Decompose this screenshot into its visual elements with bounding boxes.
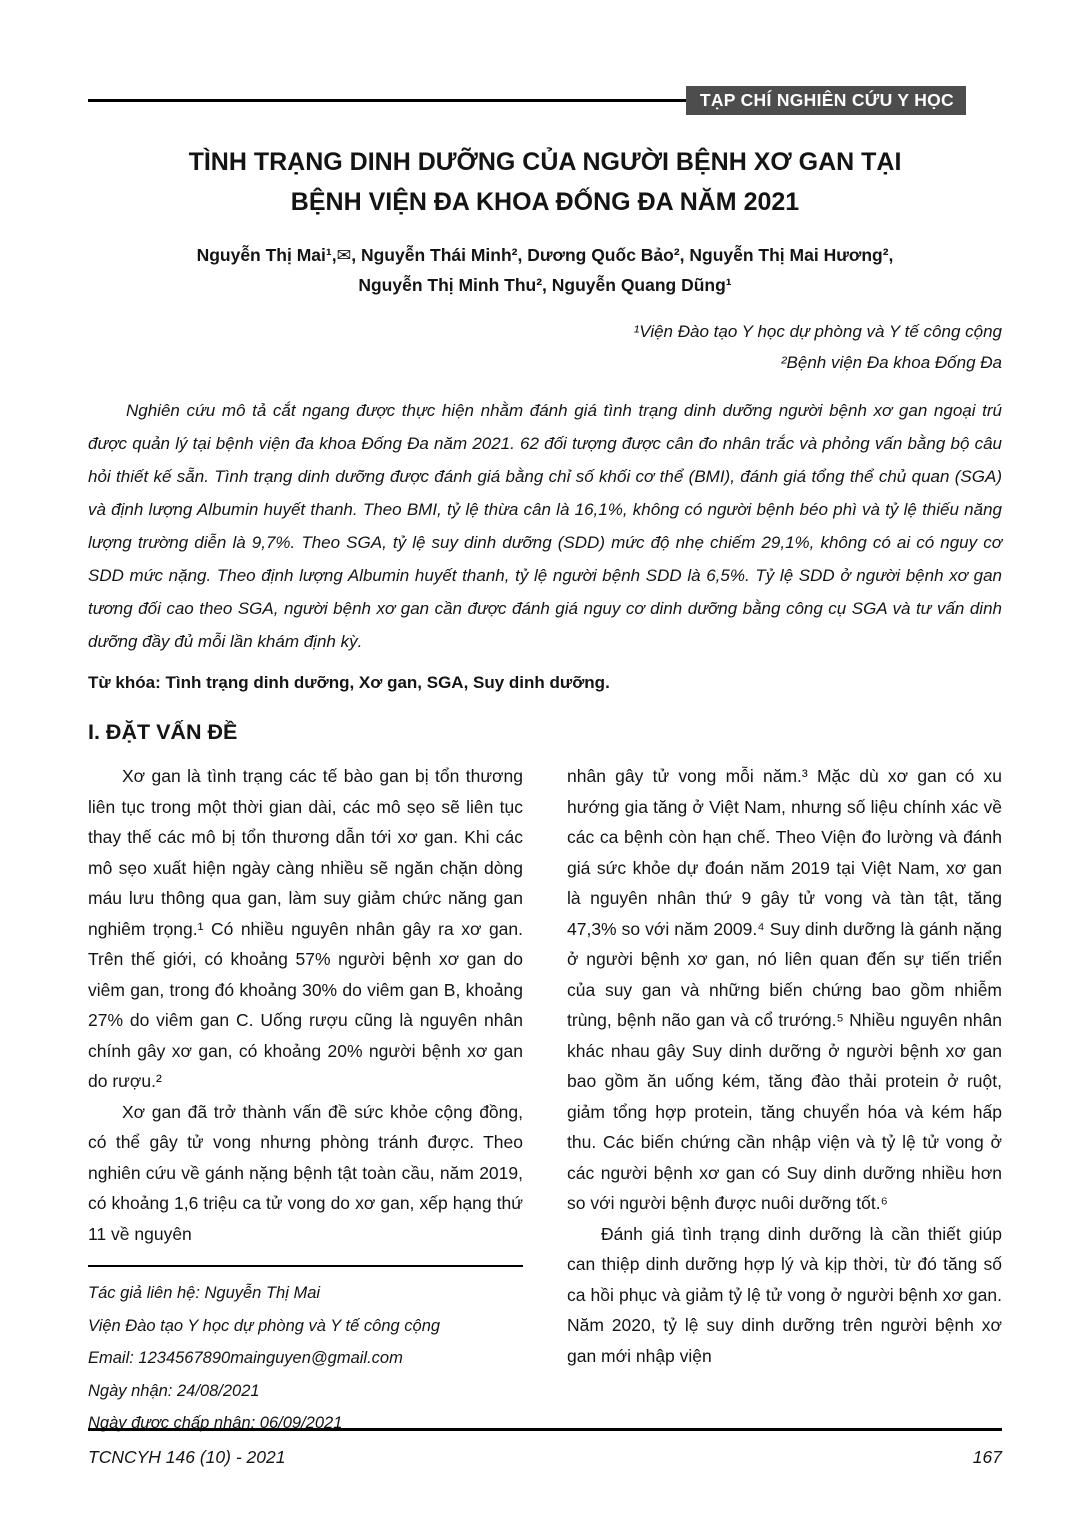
affiliation-1: ¹Viện Đào tạo Y học dự phòng và Y tế công cộng bbox=[633, 322, 1002, 341]
contact-received-date: Ngày nhận: 24/08/2021 bbox=[88, 1381, 260, 1400]
footer-journal-ref: TCNCYH 146 (10) - 2021 bbox=[88, 1447, 286, 1467]
keywords-text: Tình trạng dinh dưỡng, Xơ gan, SGA, Suy dinh dưỡng. bbox=[165, 673, 610, 692]
affiliation-2: ²Bệnh viện Đa khoa Đống Đa bbox=[780, 353, 1002, 372]
paragraph: nhân gây tử vong mỗi năm.³ Mặc dù xơ gan có xu hướng gia tăng ở Việt Nam, nhưng số liệu chính xác về các ca bệnh còn hạn chế. Theo Viện đo lường và đánh giá sức khỏe dự đoán năm 2019 tại Việt Nam, xơ gan là nguyên nhân thứ 9 gây tử vong và tàn tật, tăng 47,3% so với năm 2009.⁴ Suy dinh dưỡng là gánh nặng ở người bệnh xơ gan, nó liên quan đến sự tiến triển của suy gan và những biến chứng bao gồm nhiễm trùng, bệnh não gan và cổ trướng.⁵ Nhiều nguyên nhân khác nhau gây Suy dinh dưỡng ở người bệnh xơ gan bao gồm ăn uống kém, tăng đào thải protein ở ruột, giảm tổng hợp protein, tăng chuyển hóa và kém hấp thu. Các biến chứng cần nhập viện và tỷ lệ tử vong ở các người bệnh xơ gan có Suy dinh dưỡng nhiều hơn so với người bệnh được nuôi dưỡng tốt.⁶ bbox=[567, 766, 1002, 1213]
paragraph: Xơ gan đã trở thành vấn đề sức khỏe cộng đồng, có thể gây tử vong nhưng phòng tránh được. Theo nghiên cứu về gánh nặng bệnh tật toàn cầu, năm 2019, có khoảng 1,6 triệu ca tử vong do xơ gan, xếp hạng thứ 11 về nguyên bbox=[88, 1101, 523, 1244]
keywords-label: Từ khóa: bbox=[88, 673, 161, 692]
body-columns bbox=[88, 761, 1002, 1440]
paragraph: Xơ gan là tình trạng các tế bào gan bị tổn thương liên tục trong một thời gian dài, các mô sẹo sẽ liên tục thay thế các mô bị tổn thương dẫn tới xơ gan. Khi các mô sẹo xuất hiện ngày càng nhiều sẽ ngăn chặn dòng máu lưu thông qua gan, làm suy giảm chức năng gan nghiêm trọng.¹ Có nhiều nguyên nhân gây ra xơ gan. Trên thế giới, có khoảng 57% người bệnh xơ gan do viêm gan, trong đó khoảng 30% do viêm gan B, khoảng 27% do viêm gan C. Uống rượu cũng là nguyên nhân chính gây xơ gan, có khoảng 20% người bệnh xơ gan do rượu.² bbox=[88, 766, 523, 1091]
page-title bbox=[88, 142, 1002, 222]
keywords bbox=[88, 668, 1002, 698]
contact-email: Email: 1234567890mainguyen@gmail.com bbox=[88, 1349, 403, 1367]
contact-accepted-date: Ngày được chấp nhận: 06/09/2021 bbox=[88, 1414, 343, 1432]
journal-banner: TẠP CHÍ NGHIÊN CỨU Y HỌC bbox=[686, 86, 966, 115]
contact-corresponding-author: Tác giả liên hệ: Nguyễn Thị Mai bbox=[88, 1284, 321, 1302]
contact-institution: Viện Đào tạo Y học dự phòng và Y tế công cộng bbox=[88, 1316, 441, 1335]
contact-info bbox=[88, 1265, 523, 1440]
paragraph: Đánh giá tình trạng dinh dưỡng là cần thiết giúp can thiệp dinh dưỡng hợp lý và kịp thời, từ đó tăng số ca hồi phục và giảm tỷ lệ tử vong ở người bệnh xơ gan. Năm 2020, tỷ lệ suy dinh dưỡng trên người bệnh xơ gan mới nhập viện bbox=[567, 1223, 1002, 1366]
title-line-1: TÌNH TRẠNG DINH DƯỠNG CỦA NGƯỜI BỆNH XƠ GAN TẠI bbox=[188, 148, 902, 176]
section-heading: I. ĐẶT VẤN ĐỀ bbox=[88, 720, 238, 744]
authors bbox=[88, 240, 1002, 300]
affiliations bbox=[88, 316, 1002, 378]
header bbox=[88, 86, 1002, 116]
footer-page-number: 167 bbox=[972, 1447, 1002, 1467]
title-line-2: BỆNH VIỆN ĐA KHOA ĐỐNG ĐA NĂM 2021 bbox=[290, 188, 800, 216]
body-right-column bbox=[567, 761, 1002, 1440]
authors-line-2: Nguyễn Thị Minh Thu², Nguyễn Quang Dũng¹ bbox=[358, 275, 732, 295]
abstract: Nghiên cứu mô tả cắt ngang được thực hiện nhằm đánh giá tình trạng dinh dưỡng người bệnh xơ gan ngoại trú được quản lý tại bệnh viện đa khoa Đống Đa năm 2021. 62 đối tượng được cân đo nhân trắc và phỏng vấn bằng bộ câu hỏi thiết kế sẵn. Tình trạng dinh dưỡng được đánh giá bằng chỉ số khối cơ thể (BMI), đánh giá tổng thể chủ quan (SGA) và định lượng Albumin huyết thanh. Theo BMI, tỷ lệ thừa cân là 16,1%, không có người bệnh béo phì và tỷ lệ thiếu năng lượng trường diễn là 9,7%. Theo SGA, tỷ lệ suy dinh dưỡng (SDD) mức độ nhẹ chiếm 29,1%, không có ai có nguy cơ SDD mức nặng. Theo định lượng Albumin huyết thanh, tỷ lệ người bệnh SDD là 6,5%. Tỷ lệ SDD ở người bệnh xơ gan tương đối cao theo SGA, người bệnh xơ gan cần được đánh giá nguy cơ dinh dưỡng bằng công cụ SGA và tư vấn dinh dưỡng đầy đủ mỗi lần khám định kỳ. bbox=[88, 401, 1002, 651]
footer bbox=[88, 1428, 1002, 1468]
body-left-column bbox=[88, 761, 523, 1440]
authors-line-1: Nguyễn Thị Mai¹,✉, Nguyễn Thái Minh², Dương Quốc Bảo², Nguyễn Thị Mai Hương², bbox=[196, 245, 894, 265]
